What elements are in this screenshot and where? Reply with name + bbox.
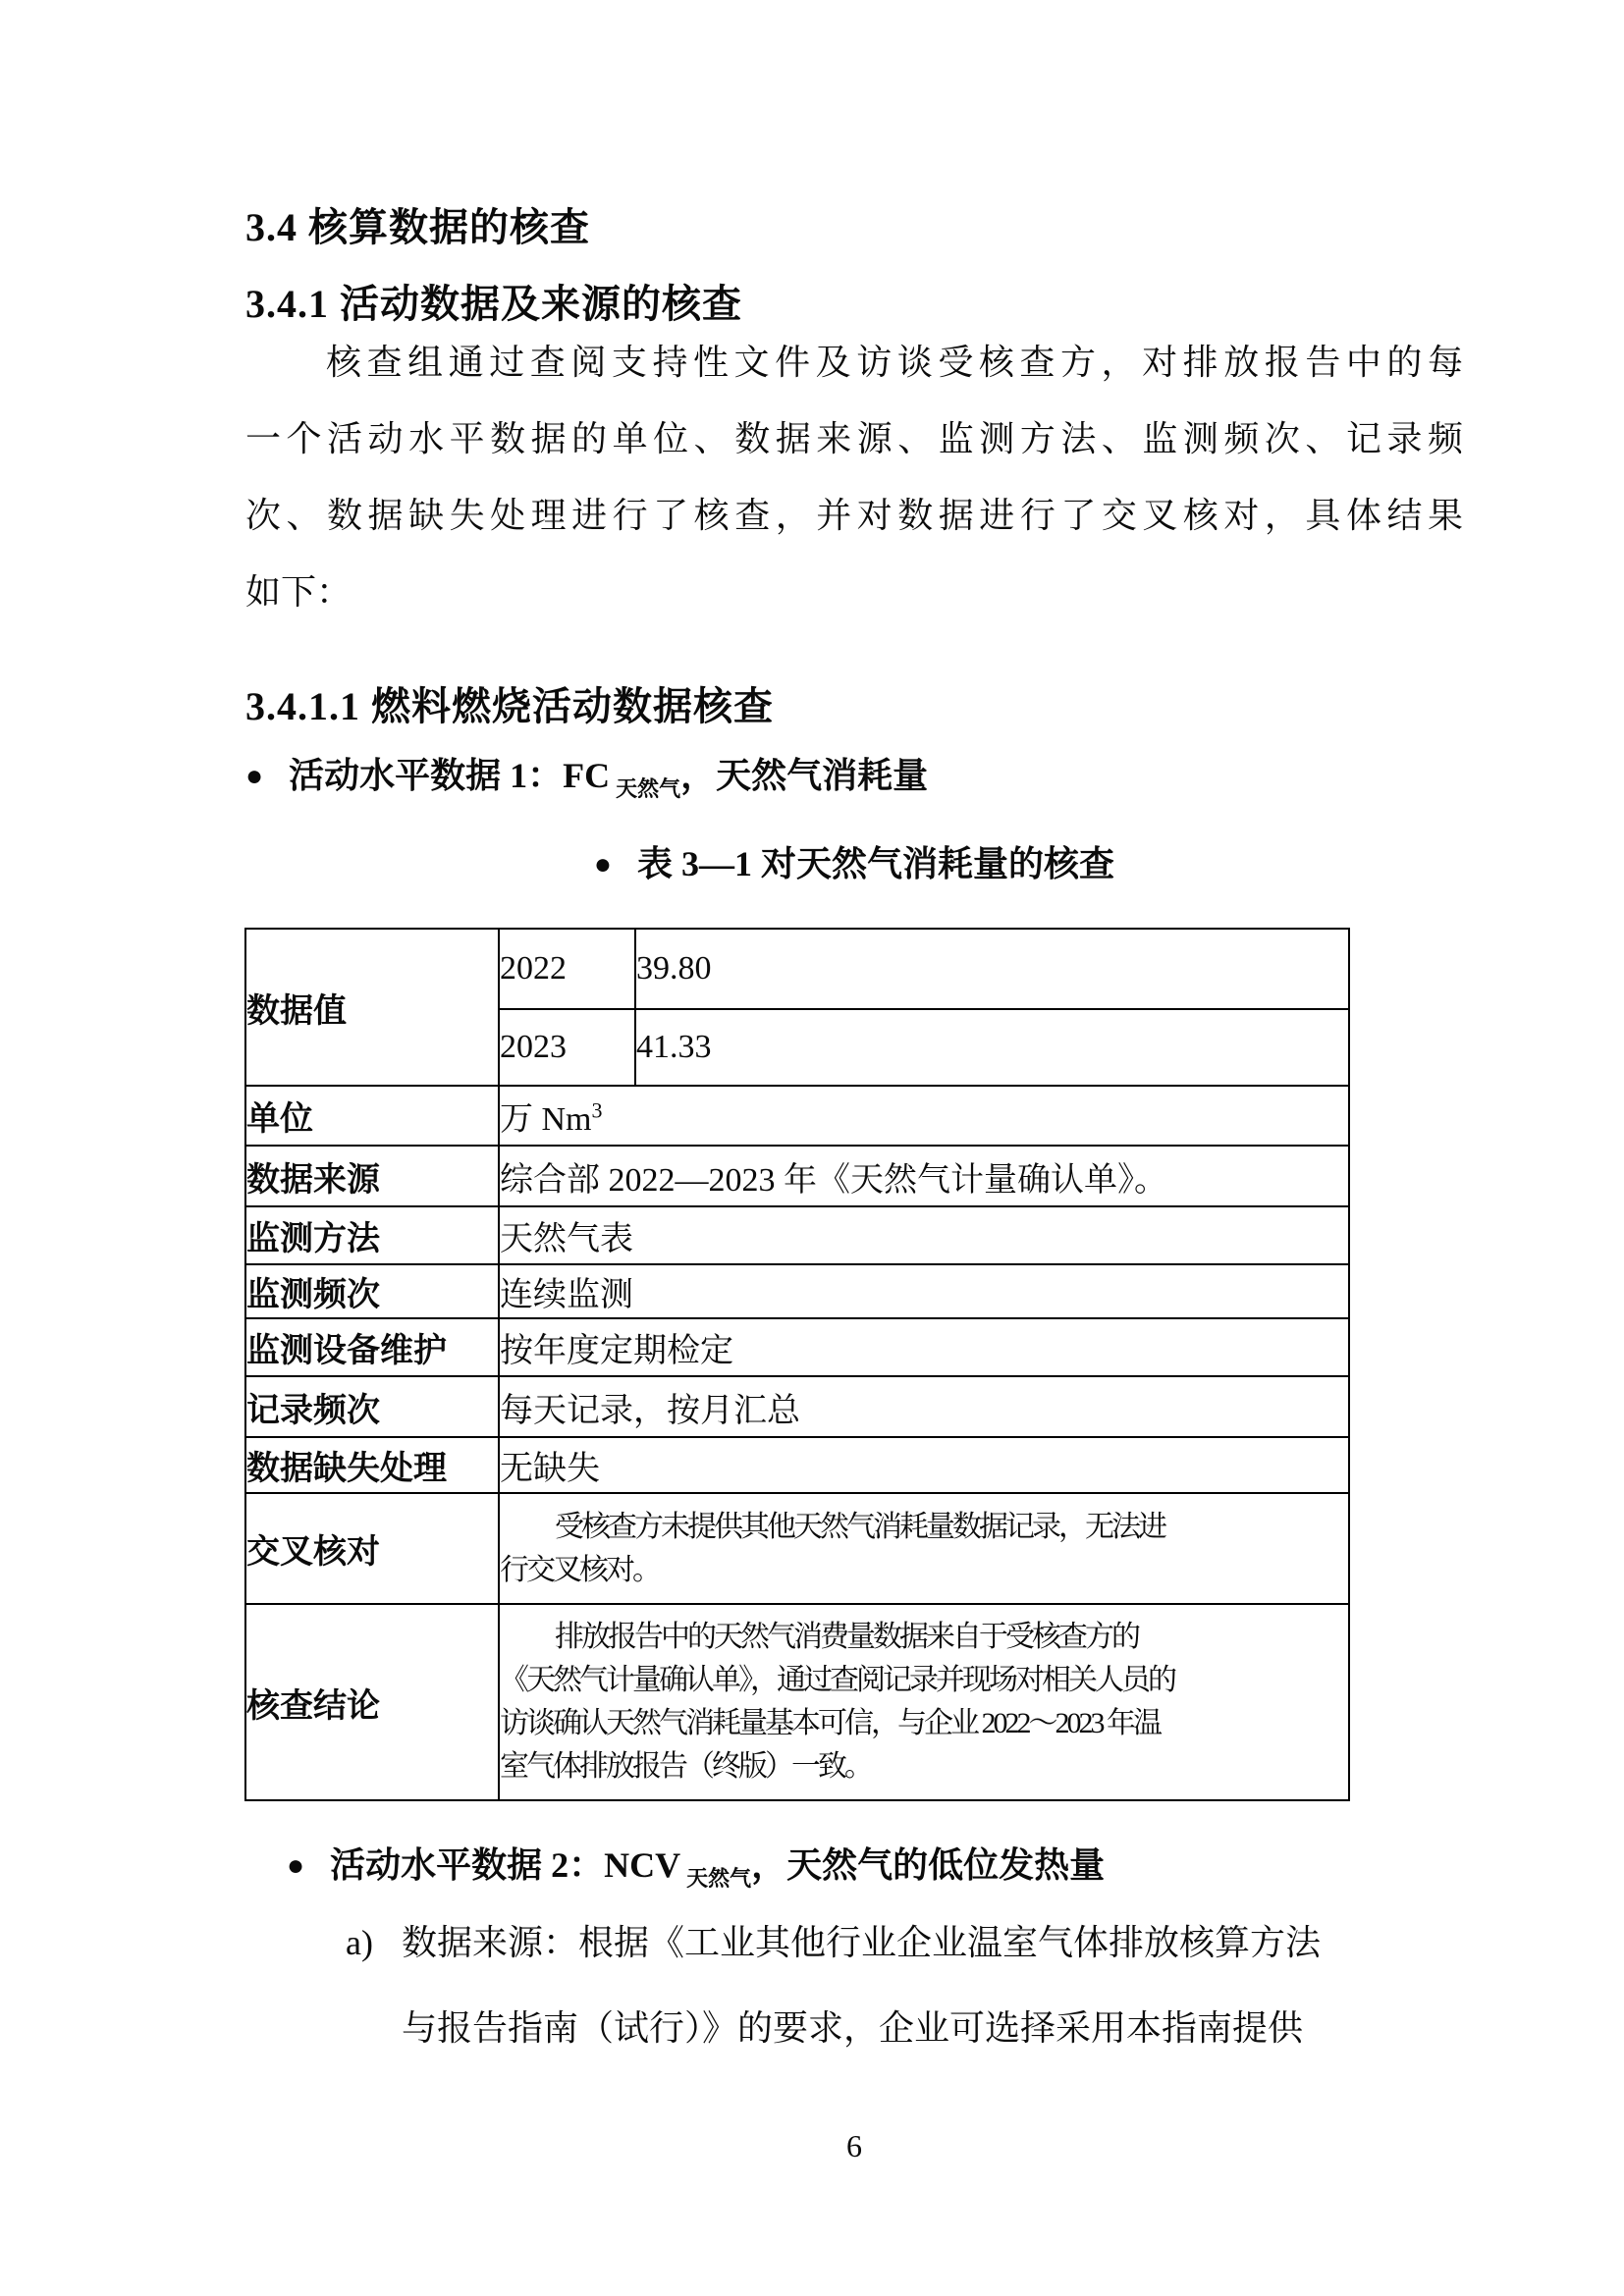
table-row: [245, 1437, 1349, 1493]
table-label-cell: 记录频次: [245, 1376, 499, 1437]
year-cell: 2022: [499, 929, 635, 1009]
table-row: [245, 1264, 1349, 1318]
heading-3-4-1-1: 3.4.1.1 燃料燃烧活动数据核查: [245, 684, 774, 728]
table-label-cell: 数据值: [245, 929, 499, 1086]
value-cell: 连续监测: [499, 1264, 1349, 1318]
table-caption-text: 表 3—1 对天然气消耗量的核查: [637, 844, 1115, 883]
list-item-a-marker: a): [346, 1923, 373, 1962]
table-row: [245, 1493, 1349, 1604]
list-item-a-line: 与报告指南（试行）》的要求，企业可选择采用本指南提供: [402, 2008, 1304, 2048]
paragraph-line: 次、数据缺失处理进行了核查，并对数据进行了交叉核对，具体结果: [245, 496, 1463, 535]
table-row: [245, 1604, 1349, 1800]
page-number: 6: [846, 2128, 862, 2163]
value-cell: 综合部 2022—2023 年《天然气计量确认单》。: [499, 1146, 1349, 1206]
verification-table: [244, 928, 1350, 1801]
year-cell: 2023: [499, 1009, 635, 1086]
paragraph-line: 如下：: [245, 572, 352, 612]
cell-line: 受核查方未提供其他天然气消耗量数据记录，无法进: [555, 1510, 1164, 1543]
table-row: [245, 1086, 1349, 1146]
value-cell: 39.80: [635, 929, 1349, 1009]
value-cell: 无缺失: [499, 1437, 1349, 1493]
bullet1-text: 活动水平数据 1：FC: [289, 756, 611, 795]
paragraph-line: 一个活动水平数据的单位、数据来源、监测方法、监测频次、记录频: [245, 419, 1463, 458]
value-cell: 天然气表: [499, 1206, 1349, 1264]
bullet-icon: ●: [287, 1849, 305, 1882]
value-cell: [499, 1604, 1349, 1800]
cell-line: 排放报告中的天然气消费量数据来自于受核查方的: [555, 1621, 1138, 1653]
value-cell: [499, 1086, 1349, 1146]
table-label-cell: 监测设备维护: [245, 1318, 499, 1376]
table-label-cell: 核查结论: [245, 1604, 499, 1800]
table-caption: [245, 836, 1463, 886]
heading-3-4: 3.4 核算数据的核查: [245, 205, 590, 249]
value-cell: 按年度定期检定: [499, 1318, 1349, 1376]
table-label-cell: 交叉核对: [245, 1493, 499, 1604]
bullet2-suffix: ，天然气的低位发热量: [751, 1845, 1106, 1885]
table-row: [245, 1318, 1349, 1376]
table-label-cell: 数据来源: [245, 1146, 499, 1206]
table-label-cell: 单位: [245, 1086, 499, 1146]
cell-line: 《天然气计量确认单》，通过查阅记录并现场对相关人员的: [500, 1664, 1174, 1696]
value-cell: 每天记录，按月汇总: [499, 1376, 1349, 1437]
table-label-cell: 监测频次: [245, 1264, 499, 1318]
bullet2-subscript: 天然气: [686, 1866, 752, 1891]
table-row: [245, 1206, 1349, 1264]
table-row: [245, 929, 1349, 1009]
bullet2-text: 活动水平数据 2：NCV: [330, 1845, 681, 1885]
paragraph-line: 核查组通过查阅支持性文件及访谈受核查方，对排放报告中的每: [326, 343, 1463, 382]
bullet-icon: ●: [245, 760, 264, 792]
bullet-icon: ●: [593, 848, 613, 881]
cell-line: 访谈确认天然气消耗量基本可信，与企业 2022～2023 年温: [500, 1707, 1160, 1739]
table-row: [245, 1376, 1349, 1437]
cell-line: 行交叉核对。: [500, 1553, 659, 1586]
list-item-a-line: 数据来源：根据《工业其他行业企业温室气体排放核算方法: [402, 1923, 1322, 1962]
value-cell: [499, 1493, 1349, 1604]
bullet-activity-data-2: [287, 1842, 1105, 1902]
heading-3-4-1: 3.4.1 活动数据及来源的核查: [245, 282, 742, 326]
table-label-cell: 数据缺失处理: [245, 1437, 499, 1493]
unit-superscript: 3: [591, 1097, 603, 1123]
value-cell: 41.33: [635, 1009, 1349, 1086]
unit-text: 万 Nm: [500, 1101, 592, 1138]
bullet-activity-data-1: [245, 752, 928, 813]
table-row: [245, 1146, 1349, 1206]
bullet1-subscript: 天然气: [616, 776, 681, 801]
table-label-cell: 监测方法: [245, 1206, 499, 1264]
body-paragraph: [245, 324, 1463, 630]
cell-line: 室气体排放报告（终版）一致。: [500, 1750, 871, 1783]
list-item-a: [346, 1900, 1321, 2071]
bullet1-suffix: ，天然气消耗量: [680, 756, 929, 795]
